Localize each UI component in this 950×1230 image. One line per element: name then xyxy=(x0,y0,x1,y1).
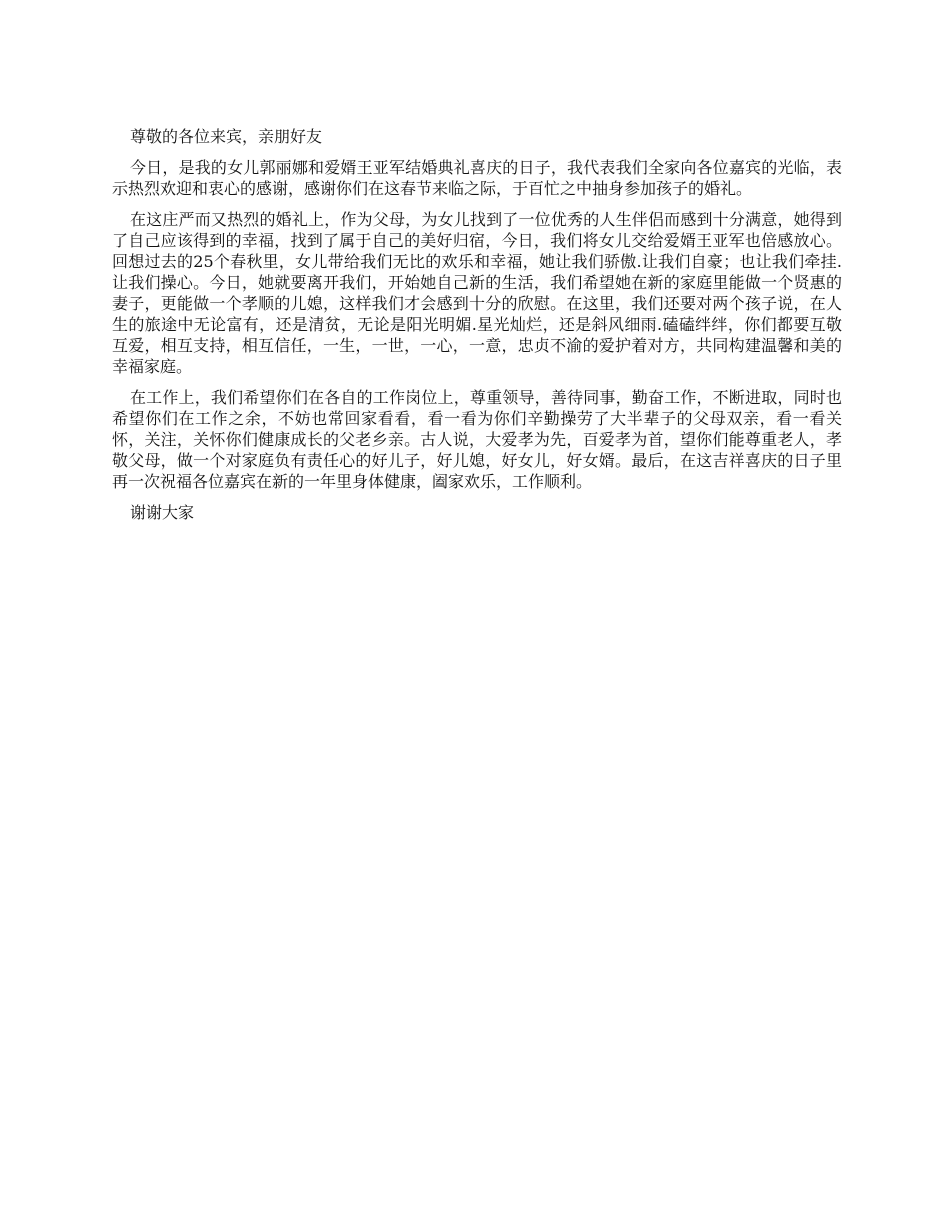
closing: 谢谢大家 xyxy=(130,503,195,522)
salutation: 尊敬的各位来宾，亲朋好友 xyxy=(130,127,323,146)
paragraph-welcome: 今日，是我的女儿郭丽娜和爱婿王亚军结婚典礼喜庆的日子，我代表我们全家向各位嘉宾的光临，表示热烈欢迎和衷心的感谢，感谢你们在这春节来临之际，于百忙之中抽身参加孩子的婚礼。 xyxy=(112,158,842,198)
paragraph-advice: 在工作上，我们希望你们在各自的工作岗位上，尊重领导，善待同事，勤奋工作，不断进取，同时也希望你们在工作之余，不妨也常回家看看，看一看为你们辛勤操劳了大半辈子的父母双亲，看一看关怀，关注，关怀你们健康成长的父老乡亲。古人说，大爱孝为先，百爱孝为首，望你们能尊重老人，孝敬父母，做一个对家庭负有责任心的好儿子，好儿媳，好女儿，好女婿。最后，在这吉祥喜庆的日子里再一次祝福各位嘉宾在新的一年里身体健康，阖家欢乐，工作顺利。 xyxy=(112,388,842,491)
document-body xyxy=(112,126,842,523)
paragraph-blessing: 在这庄严而又热烈的婚礼上，作为父母，为女儿找到了一位优秀的人生伴侣而感到十分满意，她得到了自己应该得到的幸福，找到了属于自己的美好归宿，今日，我们将女儿交给爱婿王亚军也倍感放心。回想过去的25个春秋里，女儿带给我们无比的欢乐和幸福，她让我们骄傲.让我们自豪；也让我们牵挂.让我们操心。今日，她就要离开我们，开始她自己新的生活，我们希望她在新的家庭里能做一个贤惠的妻子，更能做一个孝顺的儿媳，这样我们才会感到十分的欣慰。在这里，我们还要对两个孩子说，在人生的旅途中无论富有，还是清贫，无论是阳光明媚.星光灿烂，还是斜风细雨.磕磕绊绊，你们都要互敬互爱，相互支持，相互信任，一生，一世，一心，一意，忠贞不渝的爱护着对方，共同构建温馨和美的幸福家庭。 xyxy=(112,210,842,376)
